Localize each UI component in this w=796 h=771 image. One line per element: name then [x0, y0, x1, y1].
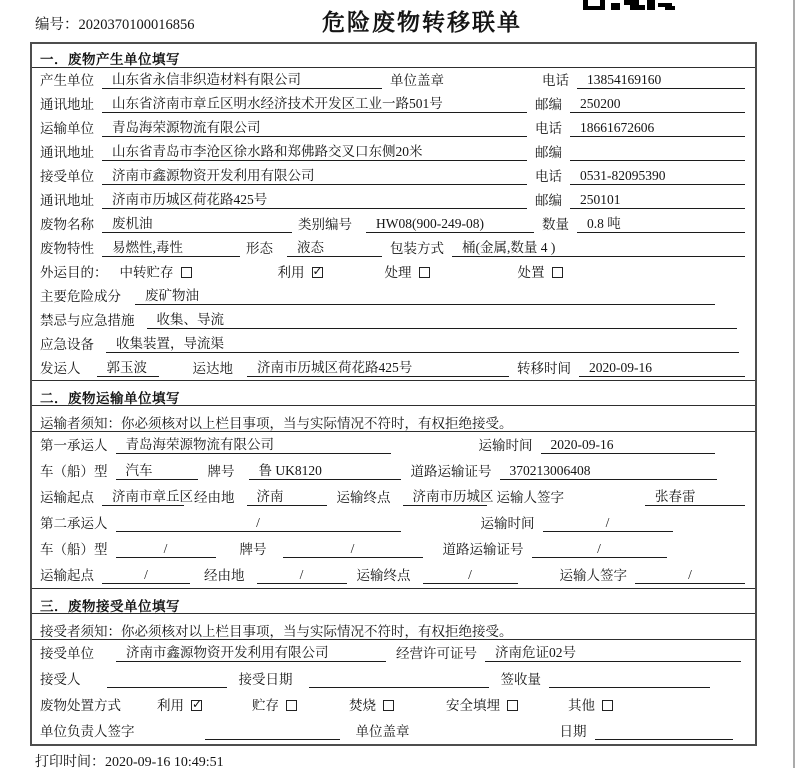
field-value: 山东省青岛市李沧区徐水路和郑佛路交叉口东侧20米 — [102, 143, 527, 161]
field-label: 通讯地址 — [40, 97, 94, 112]
checkbox-box — [191, 700, 202, 711]
form-row — [32, 332, 755, 356]
field-value: 济南市历城区荷花路425号 — [247, 359, 509, 377]
notice-text: 接受者须知：你必须核对以上栏目事项，当与实际情况不符时，有权拒绝接受。 — [32, 614, 755, 640]
field-label: 道路运输证号 — [442, 542, 524, 557]
form-row — [32, 164, 755, 188]
print-time-value: 2020-09-16 10:49:51 — [105, 755, 224, 770]
field-value: 2020-09-16 — [579, 359, 745, 377]
field-value: 易燃性,毒性 — [102, 239, 240, 257]
field-label: 道路运输证号 — [410, 464, 492, 479]
field-value — [107, 670, 227, 688]
field-value: 250200 — [570, 95, 745, 113]
field-value: 济南市历城区荷花路425号 — [102, 191, 527, 209]
form-row — [32, 188, 755, 212]
field-label: 接受人 — [40, 672, 81, 687]
section-heading: 三．废物接受单位填写 — [32, 588, 755, 614]
field-label: 单位盖章 — [355, 724, 410, 739]
field-label: 运输终点 — [356, 568, 411, 583]
field-label: 通讯地址 — [40, 145, 94, 160]
field-label: 车（船）型 — [40, 464, 108, 479]
form-row — [32, 640, 755, 666]
field-label: 经由地 — [194, 490, 235, 505]
field-value: / — [635, 566, 745, 584]
field-label: 电话 — [535, 169, 562, 184]
checkbox-box — [507, 700, 518, 711]
checkbox-label: 利用 — [277, 265, 305, 280]
field-value: / — [257, 566, 347, 584]
spacer — [572, 505, 645, 506]
form-row — [32, 236, 755, 260]
checkbox-checked — [157, 697, 202, 714]
field-value: / — [543, 514, 673, 532]
checkbox-label: 安全填埋 — [446, 698, 500, 713]
field-label: 运输人签字 — [496, 490, 564, 505]
field-value: HW08(900-249-08) — [366, 215, 534, 233]
field-label: 第二承运人 — [40, 516, 108, 531]
field-label: 单位负责人签字 — [40, 724, 135, 739]
form-row — [32, 692, 755, 718]
field-value — [570, 143, 745, 161]
form-row — [32, 458, 755, 484]
field-value: 250101 — [570, 191, 745, 209]
field-label: 接受日期 — [238, 672, 293, 687]
checkbox-box — [181, 267, 192, 278]
field-label: 车（船）型 — [40, 542, 108, 557]
field-label: 电话 — [542, 73, 569, 88]
field-value: 郭玉波 — [97, 359, 159, 377]
field-label: 邮编 — [535, 97, 562, 112]
field-label: 运达地 — [192, 361, 233, 376]
field-label: 转移时间 — [517, 361, 571, 376]
field-value: 18661672606 — [570, 119, 745, 137]
checkbox-unchecked — [252, 697, 297, 714]
manifest-form — [30, 42, 757, 746]
checkbox-box — [383, 700, 394, 711]
checkbox-box — [312, 267, 323, 278]
field-label: 数量 — [542, 217, 569, 232]
field-label: 包装方式 — [390, 241, 444, 256]
field-label: 运输终点 — [336, 490, 391, 505]
form-row — [32, 260, 755, 284]
checkbox-box — [602, 700, 613, 711]
form-row — [32, 536, 755, 562]
field-value: / — [116, 540, 216, 558]
field-value: 13854169160 — [577, 71, 745, 89]
field-value: 济南市鑫源物资开发利用有限公司 — [116, 644, 386, 662]
checkbox-unchecked — [349, 697, 394, 714]
field-label: 牌号 — [207, 464, 235, 479]
section-heading: 二．废物运输单位填写 — [32, 380, 755, 406]
form-row — [32, 284, 755, 308]
field-value: 0.8 吨 — [577, 215, 745, 233]
form-row — [32, 116, 755, 140]
field-label: 电话 — [535, 121, 562, 136]
field-label: 接受单位 — [40, 646, 94, 661]
field-value: 济南 — [247, 488, 327, 506]
field-label: 经营许可证号 — [396, 646, 477, 661]
form-row — [32, 666, 755, 692]
notice-text: 运输者须知：你必须核对以上栏目事项，当与实际情况不符时，有权拒绝接受。 — [32, 406, 755, 432]
field-value: 废矿物油 — [135, 287, 715, 305]
checkbox-label: 其他 — [568, 698, 595, 713]
field-value: 济南市章丘区 — [102, 488, 184, 506]
field-label: 运输起点 — [40, 490, 94, 505]
field-value: 青岛海荣源物流有限公司 — [116, 436, 391, 454]
checkbox-unchecked — [568, 697, 613, 714]
print-time-label: 打印时间： — [35, 755, 105, 770]
field-value: / — [532, 540, 667, 558]
form-row — [32, 92, 755, 116]
field-label: 禁忌与应急措施 — [40, 313, 135, 328]
field-value: 桶(金属,数量 4 ) — [452, 239, 745, 257]
field-label: 运输时间 — [478, 438, 533, 453]
field-label: 废物处置方式 — [40, 698, 121, 713]
field-value: 济南市鑫源物资开发利用有限公司 — [102, 167, 527, 185]
field-label: 牌号 — [239, 542, 267, 557]
window-edge-line — [793, 0, 795, 768]
field-label: 第一承运人 — [40, 438, 108, 453]
checkbox-label: 中转贮存 — [119, 265, 174, 280]
field-label: 运输单位 — [40, 121, 94, 136]
checkbox-box — [419, 267, 430, 278]
form-row — [32, 484, 755, 510]
field-label: 单位盖章 — [390, 73, 444, 88]
checkbox-label: 贮存 — [252, 698, 279, 713]
field-label: 外运目的： — [40, 265, 108, 280]
field-value: / — [102, 566, 190, 584]
checkbox-label: 利用 — [157, 698, 184, 713]
field-value: 汽车 — [116, 462, 198, 480]
form-row — [32, 432, 755, 458]
field-value — [309, 670, 489, 688]
field-value: 液态 — [287, 239, 382, 257]
field-value: 0531-82095390 — [570, 167, 745, 185]
field-label: 邮编 — [535, 145, 562, 160]
checkbox-box — [552, 267, 563, 278]
field-value — [205, 722, 340, 740]
field-value: 370213006408 — [500, 462, 718, 480]
field-label: 发运人 — [40, 361, 81, 376]
field-label: 废物特性 — [40, 241, 94, 256]
qr-code-fragment-icon — [583, 0, 675, 10]
form-row — [32, 212, 755, 236]
print-time — [35, 751, 224, 771]
form-row — [32, 140, 755, 164]
form-row — [32, 68, 755, 92]
field-label: 运输人签字 — [559, 568, 627, 583]
field-value: 青岛海荣源物流有限公司 — [102, 119, 527, 137]
checkbox-box — [286, 700, 297, 711]
field-value: 济南危证02号 — [485, 644, 741, 662]
checkbox-label: 处置 — [517, 265, 545, 280]
field-label: 运输起点 — [40, 568, 94, 583]
form-row — [32, 562, 755, 588]
field-label: 接受单位 — [40, 169, 94, 184]
field-label: 产生单位 — [40, 73, 94, 88]
checkbox-unchecked — [120, 264, 192, 281]
checkbox-unchecked — [518, 264, 563, 281]
field-label: 通讯地址 — [40, 193, 94, 208]
field-label: 形态 — [246, 241, 273, 256]
field-value: / — [116, 514, 401, 532]
field-value: / — [283, 540, 423, 558]
field-value: 济南市历城区 — [403, 488, 487, 506]
field-label: 签收量 — [500, 672, 541, 687]
field-label: 日期 — [559, 724, 587, 739]
field-label: 运输时间 — [480, 516, 535, 531]
field-value: 收集装置，导流渠 — [106, 335, 739, 353]
form-row — [32, 308, 755, 332]
checkbox-unchecked — [385, 264, 430, 281]
checkbox-label: 处理 — [384, 265, 412, 280]
doc-number-value: 2020370100016856 — [78, 17, 195, 33]
field-value: 山东省济南市章丘区明水经济技术开发区工业一路501号 — [102, 95, 527, 113]
field-value — [595, 722, 734, 740]
checkbox-label: 焚烧 — [349, 698, 376, 713]
field-label: 废物名称 — [40, 217, 94, 232]
field-value: 张春雷 — [645, 488, 745, 506]
field-value — [549, 670, 710, 688]
checkbox-checked — [278, 264, 323, 281]
checkbox-unchecked — [446, 697, 518, 714]
field-label: 邮编 — [535, 193, 562, 208]
field-value: 山东省永信非织造材料有限公司 — [102, 71, 382, 89]
field-label: 经由地 — [204, 568, 245, 583]
section-1 — [32, 44, 755, 380]
form-row — [32, 510, 755, 536]
field-value: / — [423, 566, 518, 584]
field-label: 应急设备 — [40, 337, 94, 352]
doc-number-label: 编号： — [35, 17, 79, 33]
field-label: 类别编号 — [298, 217, 352, 232]
field-label: 主要危险成分 — [40, 289, 121, 304]
section-3 — [32, 588, 755, 744]
form-row — [32, 356, 755, 380]
field-value: 收集、导流 — [147, 311, 738, 329]
section-2 — [32, 380, 755, 588]
section-heading: 一．废物产生单位填写 — [32, 44, 755, 68]
field-value: 2020-09-16 — [541, 436, 716, 454]
field-value: 鲁 UK8120 — [249, 462, 401, 480]
page-title: 危险废物转移联单 — [322, 9, 522, 35]
field-value: 废机油 — [102, 215, 292, 233]
form-row — [32, 718, 755, 744]
